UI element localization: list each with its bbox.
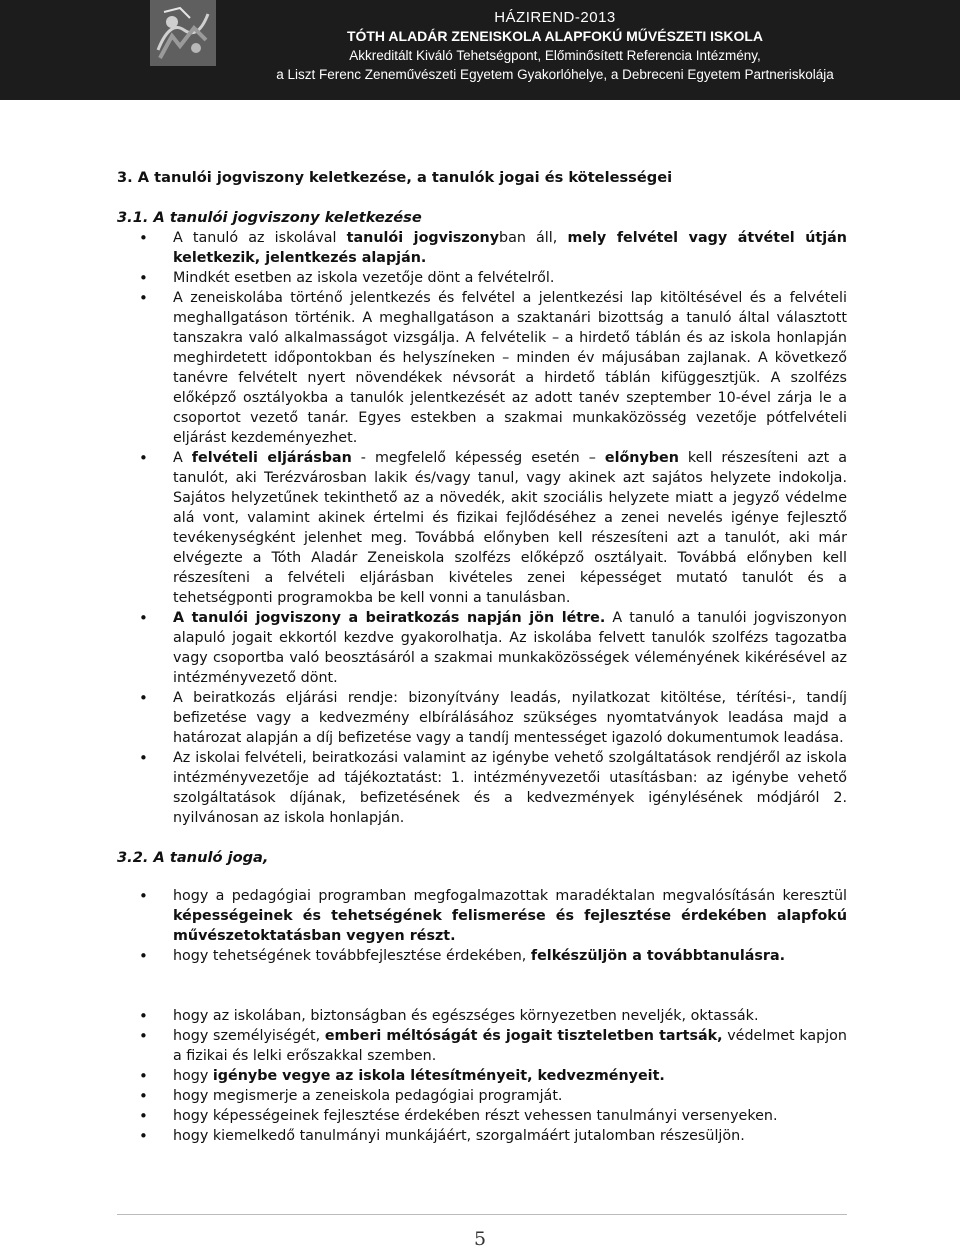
list-item <box>117 1066 847 1086</box>
list-item <box>117 1106 847 1126</box>
text: A tanuló a tanulói jogviszonyon alapuló jogait ekkortól kezdve gyakorolhatja. Az iskolába felvett tanulók szolfézs tagozatba vagy csoportba való beosztásáról a szakmai munkaközösségek véleményének kikérésével az intézményvezető dönt. <box>173 610 847 686</box>
bold-text: felkészüljön a továbbtanulásra. <box>530 948 786 964</box>
list-item <box>117 608 847 688</box>
list-item <box>117 268 847 288</box>
bold-text: mely felvétel vagy átvétel útján keletkezik, jelentkezés alapján. <box>173 230 847 266</box>
bold-text: emberi méltóságát és jogait tiszteletben tartsák, <box>324 1028 723 1044</box>
list-item <box>117 1026 847 1066</box>
list-item <box>117 288 847 448</box>
subsection-1-list <box>117 228 847 828</box>
subsection-title: 3.1. A tanulói jogviszony keletkezése <box>117 209 422 226</box>
list-item <box>117 1126 847 1146</box>
list-item <box>117 448 847 608</box>
text: Mindkét esetben az iskola vezetője dönt a felvételről. <box>173 270 555 286</box>
text: A tanuló az iskolával <box>173 230 347 246</box>
bold-text: igénybe vegye az iskola létesítményeit, kedvezményeit. <box>212 1068 665 1084</box>
text: A zeneiskolába történő jelentkezés és felvétel a jelentkezési lap kitöltésével és a felvételi meghallgatáson történik. A meghallgatáson a szaktanári bizottság a tanuló által választott tanszakra való alkalmasságot vizsgálja. A felvételik – a hirdető táblán és az iskola honlapján meghirdetett időpontokban és helyszíneken – minden év májusában zajlanak. A következő tanévre felvételt nyert növendékek névsorát a hirdető táblán kifüggesztjük. A szolfézs előképző osztályokba a tanulók jelentkezését az adott tanév szeptember 10-ével zárja le a csoportot vezető tanár. Egyes estekben a szakmai munkaközösség vezetője pótfelvételi eljárást kezdeményezhet. <box>173 290 847 446</box>
text: hogy kiemelkedő tanulmányi munkájáért, szorgalmáért jutalomban részesüljön. <box>173 1128 745 1144</box>
list-item <box>117 688 847 748</box>
page-header <box>0 0 960 100</box>
list-item <box>117 748 847 828</box>
text: hogy tehetségének továbbfejlesztése érdekében, <box>173 948 531 964</box>
text: Az iskolai felvételi, beiratkozási valamint az igénybe vehető szolgáltatások rendjéről az iskola intézményvezetője ad tájékoztatást: 1. intézményvezetői utasításban: az igénybe vehető szolgáltatások díjának, befizetésének és a kedvezmények igénylésének módjáról 2. nyilvánosan az iskola honlapján. <box>173 750 847 826</box>
footer-divider <box>117 1214 847 1215</box>
list-item <box>117 1086 847 1106</box>
list-item <box>117 1006 847 1026</box>
text: - megfelelő képesség esetén – <box>351 450 605 466</box>
school-name: TÓTH ALADÁR ZENEISKOLA ALAPFOKÚ MŰVÉSZETI ISKOLA <box>346 28 764 44</box>
text: hogy személyiségét, <box>173 1028 325 1044</box>
text: hogy megismerje a zeneiskola pedagógiai programját. <box>173 1088 563 1104</box>
bold-text: képességeinek és tehetségének felismerése és fejlesztése érdekében alapfokú művészetoktatásban vegyen részt. <box>173 908 847 944</box>
header-partnership: a Liszt Ferenc Zeneművészeti Egyetem Gyakorlóhelye, a Debreceni Egyetem Partneriskolája <box>276 67 834 82</box>
text: ban áll, <box>499 230 568 246</box>
document-body <box>117 168 847 1146</box>
subsection-title-rights: 3.2. A tanuló joga, <box>117 849 269 866</box>
section-title: 3. A tanulói jogviszony keletkezése, a tanulók jogai és kötelességei <box>117 169 673 186</box>
rights-list-b <box>117 1006 847 1146</box>
text: A <box>173 450 192 466</box>
text: A beiratkozás eljárási rendje: bizonyítvány leadás, nyilatkozat kitöltése, térítési-, tandíj befizetése vagy a kedvezmény elbírálásához szükséges nyomtatványok leadása majd a határozat alapján a díj befizetése vagy a tandíj mentességet igazoló dokumentumok leadása. <box>173 690 847 746</box>
page-number: 5 <box>473 1228 487 1250</box>
text: hogy az iskolában, biztonságban és egészséges környezetben neveljék, oktassák. <box>173 1008 759 1024</box>
text: hogy a pedagógiai programban megfogalmazottak maradéktalan megvalósításán keresztül <box>173 888 847 904</box>
text: védelmet kapjon a fizikai és lelki erőszakkal szemben. <box>173 1028 847 1064</box>
header-accreditation: Akkreditált Kiváló Tehetségpont, Előminősített Referencia Intézmény, <box>349 48 761 63</box>
bold-text: A tanulói jogviszony a beiratkozás napján jön létre. <box>173 610 606 626</box>
bold-text: tanulói jogviszony <box>346 230 500 246</box>
text: kell részesíteni azt a tanulót, aki Terézvárosban lakik és/vagy tanul, vagy akinek azt sajátos helyzete indokolja. Sajátos helyzetűnek tekinthető az a növedék, akit szociális helyzete miatt a jegyző védelme alá vont, valamint akinek értelmi és fizikai fejlődéséhez a zenei nevelés igénye fejlesztő tevékenységként jelenhet meg. Továbbá előnyben kell részesíteni azt a tanulót, aki már elvégezte a Tóth Aladár Zeneiskola szolfézs előképző osztályait. Továbbá előnyben kell részesíteni a felvételi eljárásban kivételes zenei képességet mutató tanulót és a tehetségponti programokba be kell vonni a tanulásban. <box>173 450 847 606</box>
text: hogy képességeinek fejlesztése érdekében részt vehessen tanulmányi versenyeken. <box>173 1108 778 1124</box>
text: hogy <box>173 1068 213 1084</box>
rights-list-a <box>117 886 847 966</box>
list-item <box>117 228 847 268</box>
list-item <box>117 946 847 966</box>
bold-text: előnyben <box>604 450 679 466</box>
bold-text: felvételi eljárásban <box>191 450 352 466</box>
list-item <box>117 886 847 946</box>
document-title: HÁZIREND-2013 <box>494 9 616 26</box>
